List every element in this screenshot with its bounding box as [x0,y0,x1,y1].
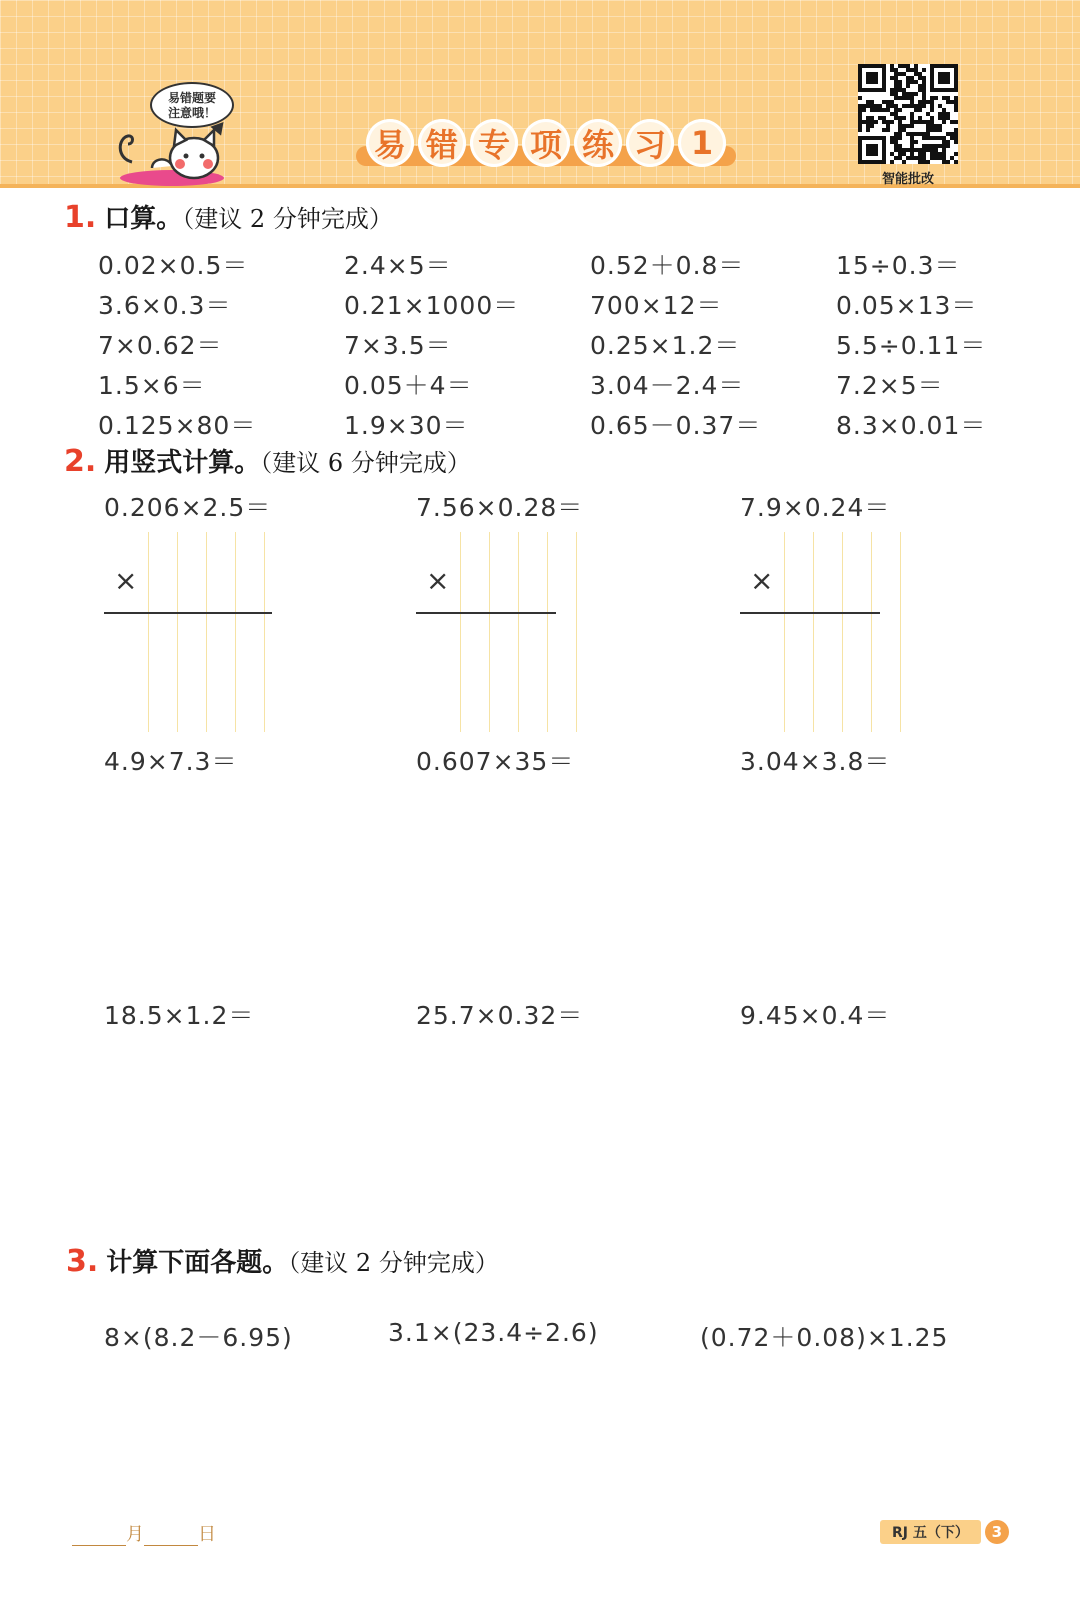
mental-math-item: 7.2×5＝ [836,371,944,400]
sum-line [104,612,272,614]
mental-math-item: 5.5÷0.11＝ [836,331,987,360]
sum-line [416,612,556,614]
expression-item: (0.72＋0.08)×1.25 [700,1323,949,1352]
mental-math-item: 7×0.62＝ [98,331,223,360]
mental-math-item: 3.6×0.3＝ [98,291,232,320]
sum-line [740,612,880,614]
work-grid[interactable] [148,532,266,732]
section-1-number: 1. [64,200,97,235]
title-char: 1 [678,119,726,167]
title-char: 练 [574,119,622,167]
vertical-calc-problem: 18.5×1.2＝ [104,1001,255,1030]
vertical-calc-problem: 25.7×0.32＝ [416,1001,584,1030]
section-2-note: （建议 6 分钟完成） [260,449,471,477]
times-sign: × [750,564,774,597]
mental-math-item: 0.25×1.2＝ [590,331,741,360]
section-1-note: （建议 2 分钟完成） [182,205,393,233]
worksheet-title [356,112,736,174]
expression-item: 8×(8.2－6.95) [104,1323,293,1352]
mental-math-item: 0.65－0.37＝ [590,411,762,440]
vertical-calc-problem: 3.04×3.8＝ [740,747,891,776]
section-3-note: （建议 2 分钟完成） [288,1249,499,1277]
month-label: 月 [126,1524,144,1545]
date-field [72,1520,216,1546]
day-label: 日 [198,1524,216,1545]
section-2-title [64,442,471,479]
title-characters [366,112,726,174]
title-char: 习 [626,119,674,167]
page-number: 3 [985,1520,1009,1544]
qr-code-icon[interactable] [858,64,958,164]
section-3-heading: 计算下面各题。 [106,1248,289,1278]
mental-math-item: 0.21×1000＝ [344,291,520,320]
mental-math-item: 0.02×0.5＝ [98,251,249,280]
work-grid[interactable] [460,532,578,732]
section-1-title [64,198,393,235]
page-badge [880,1520,1009,1544]
title-char: 错 [418,119,466,167]
mental-math-item: 8.3×0.01＝ [836,411,987,440]
times-sign: × [114,564,138,597]
mental-math-item: 0.05×13＝ [836,291,978,320]
title-char: 项 [522,119,570,167]
times-sign: × [426,564,450,597]
section-2-heading: 用竖式计算。 [104,448,261,478]
qr-label: 智能批改 [881,172,934,187]
section-3-title [66,1242,499,1279]
vertical-calc-problem: 0.607×35＝ [416,747,575,776]
section-3-number: 3. [66,1244,99,1279]
section-1-heading: 口算。 [104,204,183,234]
vertical-calc-problem: 0.206×2.5＝ [104,493,272,522]
day-blank[interactable] [144,1529,198,1546]
mental-math-item: 1.9×30＝ [344,411,469,440]
mental-math-item: 0.52＋0.8＝ [590,251,745,280]
vertical-calc-problem: 4.9×7.3＝ [104,747,238,776]
mental-math-item: 0.05＋4＝ [344,371,473,400]
vertical-calc-problem: 7.56×0.28＝ [416,493,584,522]
mental-math-item: 1.5×6＝ [98,371,206,400]
mental-math-item: 700×12＝ [590,291,723,320]
title-char: 易 [366,119,414,167]
bubble-line-1: 易错题要 [167,91,216,105]
mental-math-item: 2.4×5＝ [344,251,452,280]
mental-math-item: 0.125×80＝ [98,411,257,440]
work-grid[interactable] [784,532,902,732]
mental-math-item: 7×3.5＝ [344,331,452,360]
grade-label: RJ 五（下） [880,1520,981,1544]
bubble-line-2: 注意哦！ [167,106,216,120]
cat-mascot-icon [112,122,232,188]
mental-math-item: 15÷0.3＝ [836,251,961,280]
expression-item: 3.1×(23.4÷2.6) [388,1318,599,1347]
section-2-number: 2. [64,444,97,479]
title-char: 专 [470,119,518,167]
month-blank[interactable] [72,1529,126,1546]
vertical-calc-problem: 7.9×0.24＝ [740,493,891,522]
vertical-calc-problem: 9.45×0.4＝ [740,1001,891,1030]
mental-math-item: 3.04－2.4＝ [590,371,745,400]
